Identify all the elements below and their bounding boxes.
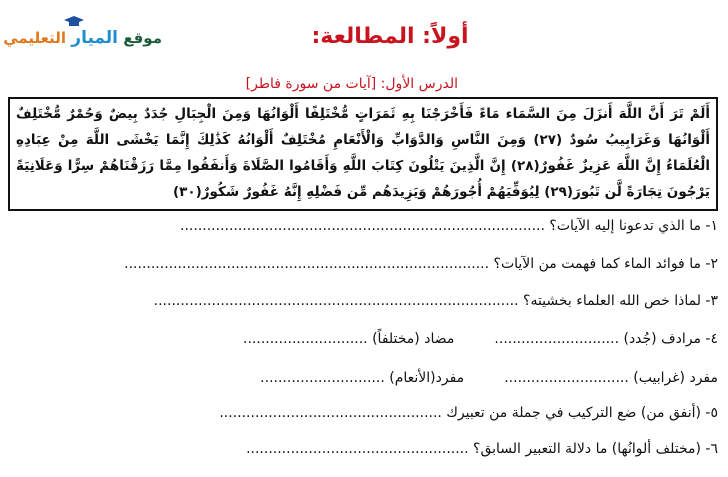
verses-box: أَلَمْ تَرَ أَنَّ اللَّهَ أَنزَلَ مِنَ السَّمَاء مَاءً فَأَخْرَجْنَا بِهِ ثَمَرَاتٍ مُّخْتَلِفًا أَلْوَانُهَا وَمِنَ الْجِبَالِ جُدَدٌ بِيضٌ وَحُمْرٌ مُّخْتَلِفٌ أَلْوَانُهَا وَغَرَابِيبُ سُودٌ (٢٧) وَمِنَ النَّاسِ وَالدَّوَابِّ وَالْأَنْعَامِ مُخْتَلِفٌ أَلْوَانُهُ كَذَٰلِكَ إِنَّمَا يَخْشَى اللَّهَ مِنْ عِبَادِهِ الْعُلَمَاءُ إِنَّ اللَّهَ عَزِيزٌ غَفُورٌ(٢٨) إِنَّ الَّذِينَ يَتْلُونَ كِتَابَ اللَّهِ وَأَقَامُوا الصَّلَاةَ وَأَنفَقُوا مِمَّا رَزَقْنَاهُمْ سِرًّا وَعَلَانِيَةً يَرْجُونَ تِجَارَةً لَّن تَبُورَ(٢٩) لِيُوَفِّيَهُمْ أُجُورَهُمْ وَيَزِيدَهُم مِّن فَضْلِهِ إِنَّهُ غَفُورٌ شَكُورٌ(٣٠): [8, 97, 718, 211]
question-4-row-1: [243, 331, 718, 347]
question-2-text: ٢- ما فوائد الماء كما فهمت من الآيات؟: [493, 256, 718, 272]
page-title: أولاً: المطالعة:: [311, 24, 469, 49]
lesson-label: الدرس الأول: [آيات من سورة فاطر]: [245, 76, 458, 92]
answer-line-1: ..................................................................................: [180, 218, 545, 234]
answer-line-5: ..................................................: [219, 405, 442, 421]
answer-line-4b: ............................: [243, 331, 368, 347]
question-4-row-2: [260, 370, 718, 386]
question-4-synonym-label: ٤- مرادف (جُدد): [623, 331, 718, 347]
answer-line-6: ..................................................: [246, 441, 469, 457]
question-5-text: ٥- (أنفق من) ضع التركيب في جملة من تعبيرك: [446, 405, 718, 421]
answer-line-3: ..................................................................................: [153, 293, 519, 309]
question-1: [180, 218, 718, 234]
question-6: [246, 441, 718, 457]
answer-line-4d: ............................: [260, 370, 385, 386]
site-logo: [3, 14, 162, 50]
logo-word-3: التعليمي: [3, 29, 67, 47]
question-4-singular-label: مفرد (غرابيب): [633, 370, 718, 386]
question-6-text: ٦- (مختلف ألوانُها) ما دلالة التعبير السابق؟: [473, 441, 718, 457]
answer-line-4c: ............................: [504, 370, 629, 386]
question-1-text: ١- ما الذي تدعونا إليه الآيات؟: [549, 218, 718, 234]
question-4-antonym-label: مضاد (مختلفاً): [372, 331, 455, 347]
question-3-text: ٣- لماذا خص الله العلماء بخشيته؟: [523, 293, 718, 309]
logo-word-2: الميار: [71, 28, 118, 48]
logo-word-1: موقع: [123, 29, 162, 47]
question-2: [124, 256, 718, 272]
answer-line-4a: ............................: [494, 331, 620, 347]
question-5: [219, 405, 718, 421]
question-4-singular2-label: مفرد(الأنعام): [389, 370, 465, 386]
question-3: [154, 293, 718, 309]
answer-line-2: ..................................................................................: [124, 256, 490, 272]
